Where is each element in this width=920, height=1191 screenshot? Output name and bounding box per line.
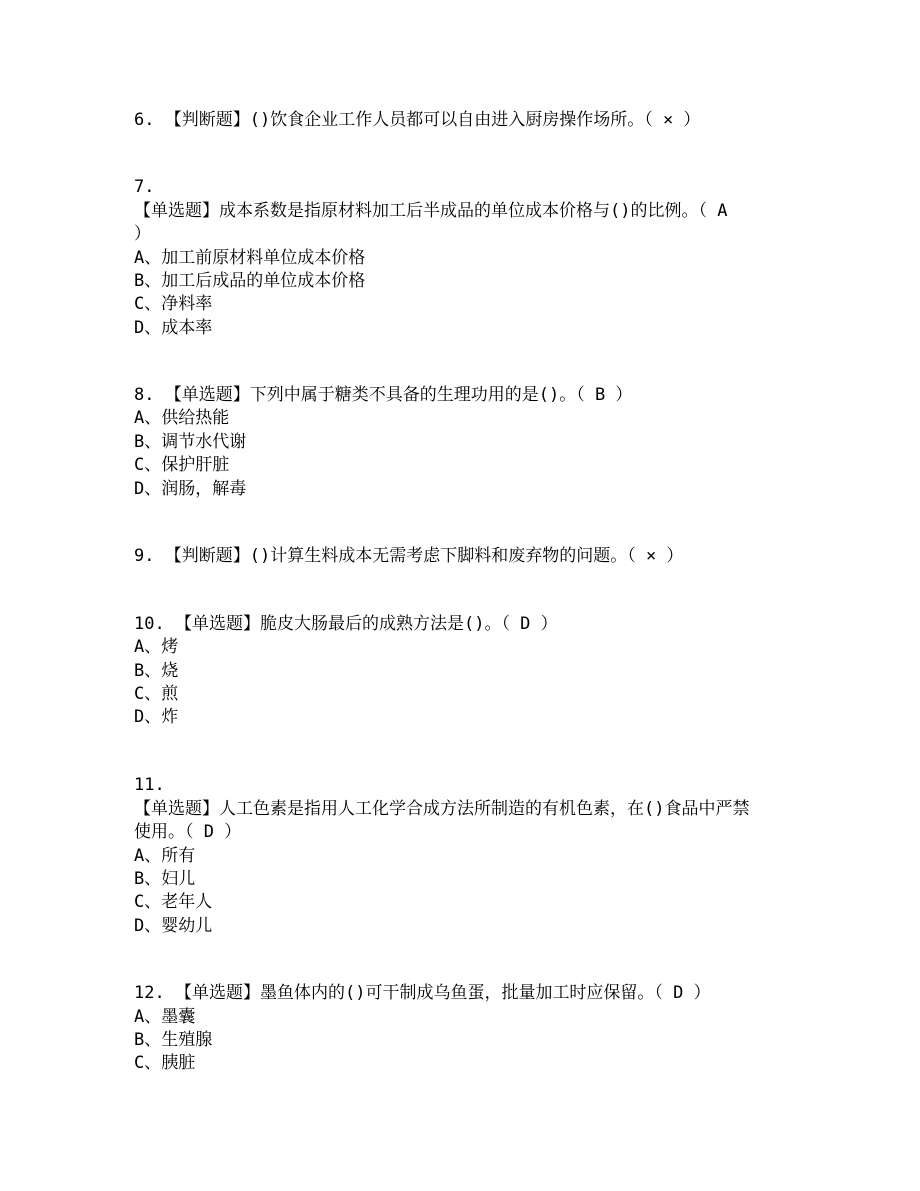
- question-11-option-a: A、所有: [134, 846, 196, 866]
- question-10-option-c: C、煎: [134, 684, 179, 704]
- question-7-option-d: D、成本率: [134, 318, 213, 338]
- question-7-stem-line1: 【单选题】成本系数是指原材料加工后半成品的单位成本价格与()的比例。（ A: [134, 201, 728, 221]
- question-10-option-d: D、炸: [134, 707, 179, 727]
- question-11-option-d: D、婴幼儿: [134, 916, 213, 936]
- question-10-option-a: A、烤: [134, 637, 179, 657]
- question-stem: 【单选题】脆皮大肠最后的成熟方法是()。（ D ）: [174, 614, 558, 634]
- question-number: 10.: [134, 614, 165, 634]
- question-8-line: [134, 384, 632, 407]
- question-7-option-b: B、加工后成品的单位成本价格: [134, 271, 366, 291]
- question-7-stem-line2: ）: [134, 224, 151, 244]
- question-12-option-c: C、胰脏: [134, 1053, 196, 1073]
- question-stem: 【单选题】下列中属于糖类不具备的生理功用的是()。（ B ）: [164, 385, 633, 405]
- question-number: 12.: [134, 983, 165, 1003]
- question-11-number: 11.: [134, 775, 165, 795]
- question-number: 8.: [134, 385, 155, 405]
- question-7-option-a: A、加工前原材料单位成本价格: [134, 248, 366, 268]
- question-8-option-b: B、调节水代谢: [134, 432, 247, 452]
- question-11-option-b: B、妇儿: [134, 869, 196, 889]
- question-7-option-c: C、净料率: [134, 294, 213, 314]
- question-11-stem-line1: 【单选题】人工色素是指用人工化学合成方法所制造的有机色素，在()食品中严禁: [134, 799, 750, 819]
- question-12-line: [134, 982, 711, 1005]
- question-10-line: [134, 613, 558, 636]
- question-11-option-c: C、老年人: [134, 892, 213, 912]
- question-number: 6.: [134, 110, 155, 130]
- question-8-option-c: C、保护肝脏: [134, 455, 230, 475]
- question-7-number: 7.: [134, 177, 155, 197]
- question-8-option-a: A、供给热能: [134, 408, 230, 428]
- question-6-line: [134, 109, 700, 132]
- question-10-option-b: B、烧: [134, 661, 179, 681]
- question-12-option-a: A、墨囊: [134, 1007, 196, 1027]
- question-9-line: [134, 545, 683, 568]
- question-stem: 【单选题】墨鱼体内的()可干制成乌鱼蛋，批量加工时应保留。（ D ）: [174, 983, 711, 1003]
- question-8-option-d: D、润肠，解毒: [134, 479, 247, 499]
- question-number: 9.: [134, 546, 155, 566]
- question-12-option-b: B、生殖腺: [134, 1030, 213, 1050]
- question-stem: 【判断题】()计算生料成本无需考虑下脚料和废弃物的问题。（ × ）: [164, 546, 684, 566]
- question-stem: 【判断题】()饮食企业工作人员都可以自由进入厨房操作场所。（ × ）: [164, 110, 701, 130]
- question-11-stem-line2: 使用。（ D ）: [134, 822, 242, 842]
